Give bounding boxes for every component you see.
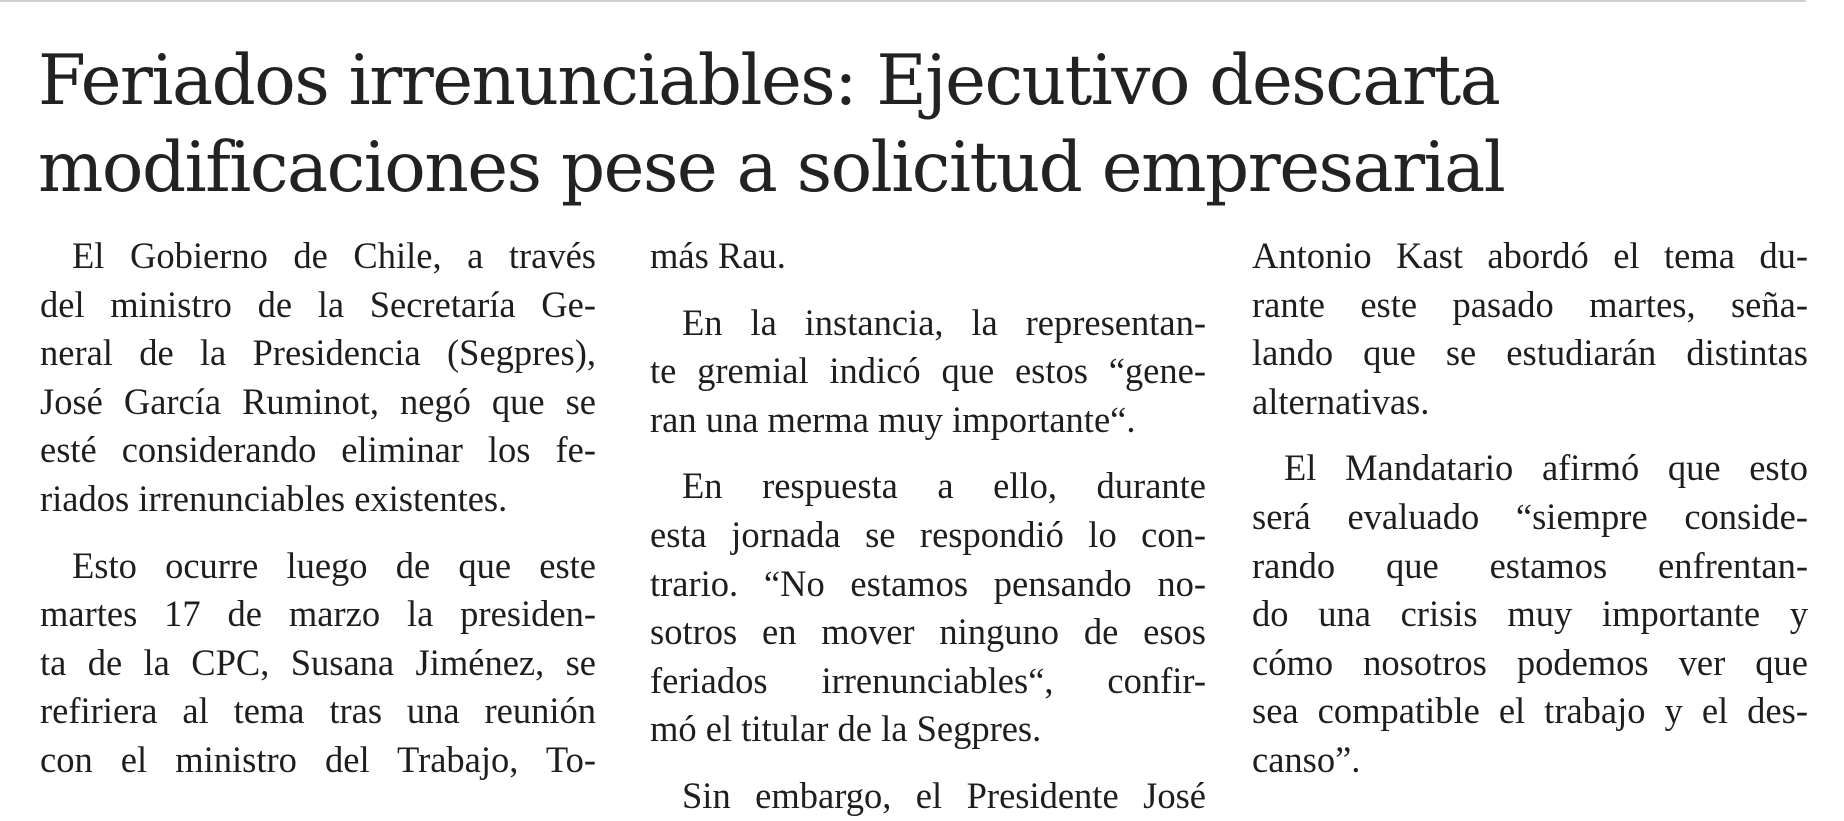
headline xyxy=(38,38,1818,212)
text-line: Esto ocurre luego de que este xyxy=(72,544,596,586)
text-line: rante este pasado martes, seña- xyxy=(1252,283,1808,325)
text-line: El Gobierno de Chile, a través xyxy=(72,235,596,276)
article-column-3 xyxy=(1252,232,1808,785)
text-line: refiriera al tema tras una reunión xyxy=(40,690,596,732)
paragraph xyxy=(40,542,596,785)
text-line: mó el titular de la Segpres. xyxy=(650,708,1042,750)
paragraph xyxy=(650,772,1206,821)
paragraph xyxy=(1252,444,1808,784)
headline-line-2: modificaciones pese a solicitud empresarial xyxy=(38,128,1505,208)
text-line: esté considerando eliminar los fe- xyxy=(40,429,596,471)
paragraph xyxy=(650,299,1206,445)
text-line: martes 17 de marzo la presiden- xyxy=(40,593,596,635)
headline-line-1: Feriados irrenunciables: Ejecutivo descarta xyxy=(38,41,1500,121)
text-line: Sin embargo, el Presidente José xyxy=(682,774,1206,816)
article-column-2 xyxy=(650,232,1206,821)
text-line: neral de la Presidencia (Segpres), xyxy=(40,332,596,374)
paragraph xyxy=(650,462,1206,754)
text-line: del ministro de la Secretaría Ge- xyxy=(40,283,596,325)
text-line: feriados irrenunciables“, confir- xyxy=(650,659,1206,701)
text-line: lando que se estudiarán distintas xyxy=(1252,332,1808,374)
text-line: canso”. xyxy=(1252,738,1361,780)
text-line: te gremial indicó que estos “gene- xyxy=(650,350,1206,392)
text-line: rando que estamos enfrentan- xyxy=(1252,544,1808,586)
text-line: do una crisis muy importante y xyxy=(1252,593,1808,635)
text-line: ran una merma muy importante“. xyxy=(650,398,1136,440)
text-line: El Mandatario afirmó que esto xyxy=(1284,447,1808,489)
text-line: sea compatible el trabajo y el des- xyxy=(1252,690,1808,732)
paragraph xyxy=(40,232,596,524)
text-line: cómo nosotros podemos ver que xyxy=(1252,641,1808,683)
text-line: esta jornada se respondió lo con- xyxy=(650,513,1206,555)
text-line: con el ministro del Trabajo, To- xyxy=(40,738,596,780)
text-line: ta de la CPC, Susana Jiménez, se xyxy=(40,641,596,683)
paragraph-gap xyxy=(650,281,1206,299)
text-line: sotros en mover ninguno de esos xyxy=(650,611,1206,653)
text-line: riados irrenunciables existentes. xyxy=(40,477,508,519)
paragraph xyxy=(650,232,1206,281)
text-line: trario. “No estamos pensando no- xyxy=(650,562,1206,604)
paragraph-gap xyxy=(650,754,1206,772)
text-line: En respuesta a ello, durante xyxy=(682,465,1206,507)
paragraph-gap xyxy=(40,524,596,542)
text-line: Antonio Kast abordó el tema du- xyxy=(1252,235,1808,276)
paragraph-gap xyxy=(650,444,1206,462)
text-line: En la instancia, la representan- xyxy=(682,301,1206,343)
paragraph-gap xyxy=(1252,426,1808,444)
article-column-1 xyxy=(40,232,596,785)
text-line: alternativas. xyxy=(1252,380,1430,422)
text-line: será evaluado “siempre conside- xyxy=(1252,495,1808,537)
text-line: más Rau. xyxy=(650,235,786,276)
text-line: José García Ruminot, negó que se xyxy=(40,380,596,422)
top-rule xyxy=(0,0,1806,2)
paragraph xyxy=(1252,232,1808,426)
